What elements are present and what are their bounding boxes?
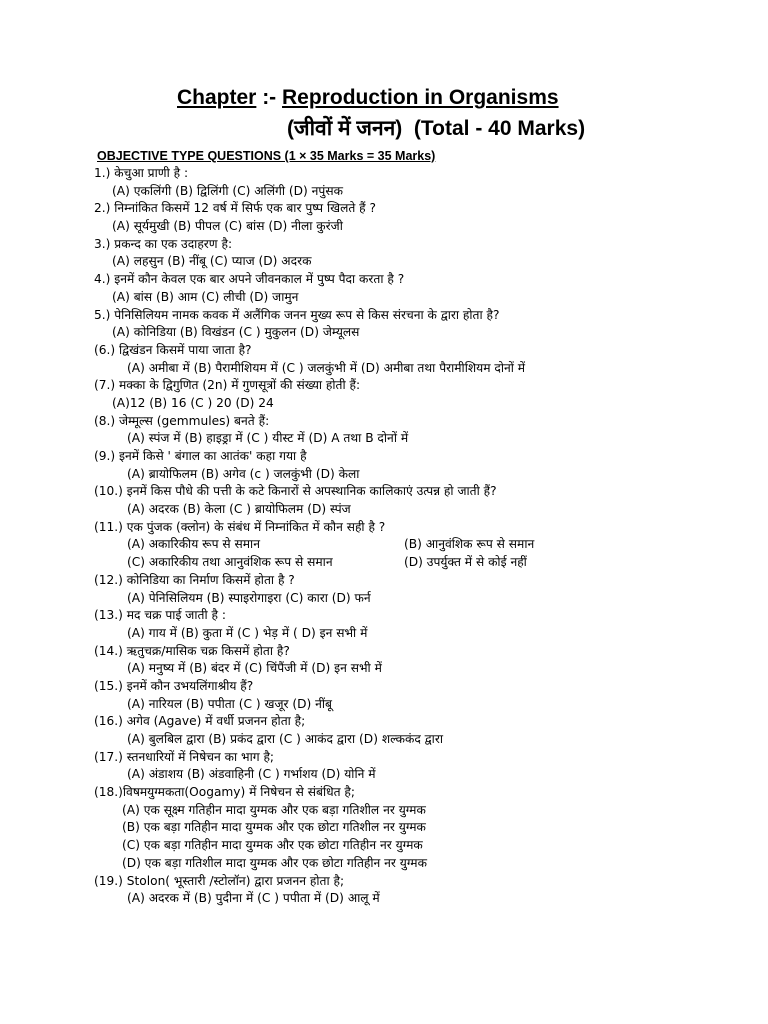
total-marks: (Total - 40 Marks) [413, 117, 586, 140]
question-line: (19.) Stolon( भूस्तारी /स्टोलॉन) द्वारा प्रजनन होता है; [94, 873, 345, 888]
question-line: (17.) स्तनधारियों में निषेचन का भाग है; [94, 749, 275, 764]
options-line [0, 536, 768, 554]
question-line: (7.) मक्का के द्विगुणित (2n) में गुणसूत्रों की संख्या होती हैं: [94, 378, 361, 393]
options-line: (A) लहसुन (B) नींबू (C) प्याज (D) अदरक [112, 254, 312, 269]
options-line: (A) बुलबिल द्वारा (B) प्रकंद द्वारा (C ) आकंद द्वारा (D) शल्ककंद द्वारा [127, 732, 443, 746]
options-line: (A) अदरक में (B) पुदीना में (C ) पपीता में (D) आलू में [127, 891, 380, 906]
question-line: (16.) अगेव (Agave) में वर्धी प्रजनन होता है; [94, 714, 306, 729]
options-line: (C) एक बड़ा गतिहीन मादा युग्मक और एक छोटा गतिहीन नर युग्मक [122, 838, 423, 853]
option-a: (A) अकारिकीय रूप से समान [127, 537, 260, 552]
options-line [0, 554, 768, 572]
options-line: (B) एक बड़ा गतिहीन मादा युग्मक और एक छोटा गतिशील नर युग्मक [122, 820, 426, 835]
question-line: (14.) ऋतुचक्र/मासिक चक्र किसमें होता है? [94, 643, 290, 658]
hindi-chapter-name: (जीवों में जनन) [287, 117, 403, 140]
options-line: (A) अंडाशय (B) अंडवाहिनी (C ) गर्भाशय (D) योनि में [127, 767, 376, 782]
question-line: 3.) प्रकन्द का एक उदाहरण है: [94, 236, 233, 251]
options-line: (A) बांस (B) आम (C) लीची (D) जामुन [112, 289, 299, 304]
chapter-separator: :- [256, 86, 283, 109]
options-line: (A) एक सूक्ष्म गतिहीन मादा युग्मक और एक बड़ा गतिशील नर युग्मक [122, 802, 426, 817]
chapter-name: Reproduction in Organisms [282, 86, 559, 109]
chapter-title [177, 86, 559, 110]
question-line: 4.) इनमें कौन केवल एक बार अपने जीवनकाल में पुष्प पैदा करता है ? [94, 272, 405, 287]
options-line: (A) स्पंज में (B) हाइड्रा में (C ) यीस्ट में (D) A तथा B दोनों में [127, 431, 409, 446]
question-line: (18.)विषमयुग्मकता(Oogamy) में निषेचन से संबंधित है; [94, 785, 355, 800]
question-line: (13.) मद चक्र पाई जाती है : [94, 608, 226, 623]
question-line: (6.) द्विखंडन किसमें पाया जाता है? [94, 342, 252, 357]
options-line: (D) एक बड़ा गतिशील मादा युग्मक और एक छोटा गतिहीन नर युग्मक [122, 855, 427, 870]
question-line: 5.) पेनिसिलियम नामक कवक में अलैंगिक जनन मुख्य रूप से किस संरचना के द्वारा होता है? [94, 307, 500, 322]
options-line: (A) एकलिंगी (B) द्विलिंगी (C) अलिंगी (D) नपुंसक [112, 183, 343, 198]
question-line: (9.) इनमें किसे ' बंगाल का आतंक' कहा गया है [94, 449, 307, 463]
option-c: (C) अकारिकीय तथा आनुवंशिक रूप से समान [127, 555, 333, 570]
options-line: (A) नारियल (B) पपीता (C ) खजूर (D) नींबू [127, 696, 332, 711]
question-list [0, 165, 768, 908]
question-line: 2.) निम्नांकित किसमें 12 वर्ष में सिर्फ एक बार पुष्प खिलते हैं ? [94, 201, 376, 216]
question-line: (8.) जेम्मूल्स (gemmules) बनते हैं: [94, 413, 270, 428]
chapter-subtitle [287, 114, 585, 142]
options-line: (A) पेनिसिलियम (B) स्पाइरोगाइरा (C) कारा (D) फर्न [127, 590, 371, 605]
options-line: (A) कोनिडिया (B) विखंडन (C ) मुकुलन (D) जेम्यूलस [112, 325, 360, 340]
question-line: (15.) इनमें कौन उभयलिंगाश्रीय हैं? [94, 678, 254, 693]
question-line: 1.) केचुआ प्राणी है : [94, 166, 189, 180]
options-line: (A) मनुष्य में (B) बंदर में (C) चिंपैंजी में (D) इन सभी में [127, 661, 382, 676]
option-d: (D) उपर्युक्त में से कोई नहीं [404, 555, 527, 570]
options-line: (A)12 (B) 16 (C ) 20 (D) 24 [112, 395, 274, 410]
option-b: (B) आनुवंशिक रूप से समान [404, 537, 535, 552]
options-line: (A) अमीबा में (B) पैरामीशियम में (C ) जलकुंभी में (D) अमीबा तथा पैरामीशियम दोनों में [127, 360, 526, 375]
options-line: (A) सूर्यमुखी (B) पीपल (C) बांस (D) नीला कुरंजी [112, 219, 343, 234]
options-line: (A) ब्रायोफिलम (B) अगेव (c ) जलकुंभी (D) केला [127, 466, 360, 481]
options-line: (A) गाय में (B) कुता में (C ) भेड़ में ( D) इन सभी में [127, 625, 368, 640]
question-line: (11.) एक पुंजक (क्लोन) के संबंध में निम्नांकित में कौन सही है ? [94, 519, 386, 534]
chapter-label: Chapter [177, 86, 257, 109]
question-line: (10.) इनमें किस पौधे की पत्ती के कटे किनारों से अपस्थानिक कालिकाएं उत्पन्न हो जाती हैं? [94, 484, 497, 499]
options-line: (A) अदरक (B) केला (C ) ब्रायोफिलम (D) स्पंज [127, 502, 351, 517]
section-heading: OBJECTIVE TYPE QUESTIONS (1 × 35 Marks = 35 Marks) [97, 149, 436, 163]
question-line: (12.) कोनिडिया का निर्माण किसमें होता है ? [94, 572, 295, 587]
